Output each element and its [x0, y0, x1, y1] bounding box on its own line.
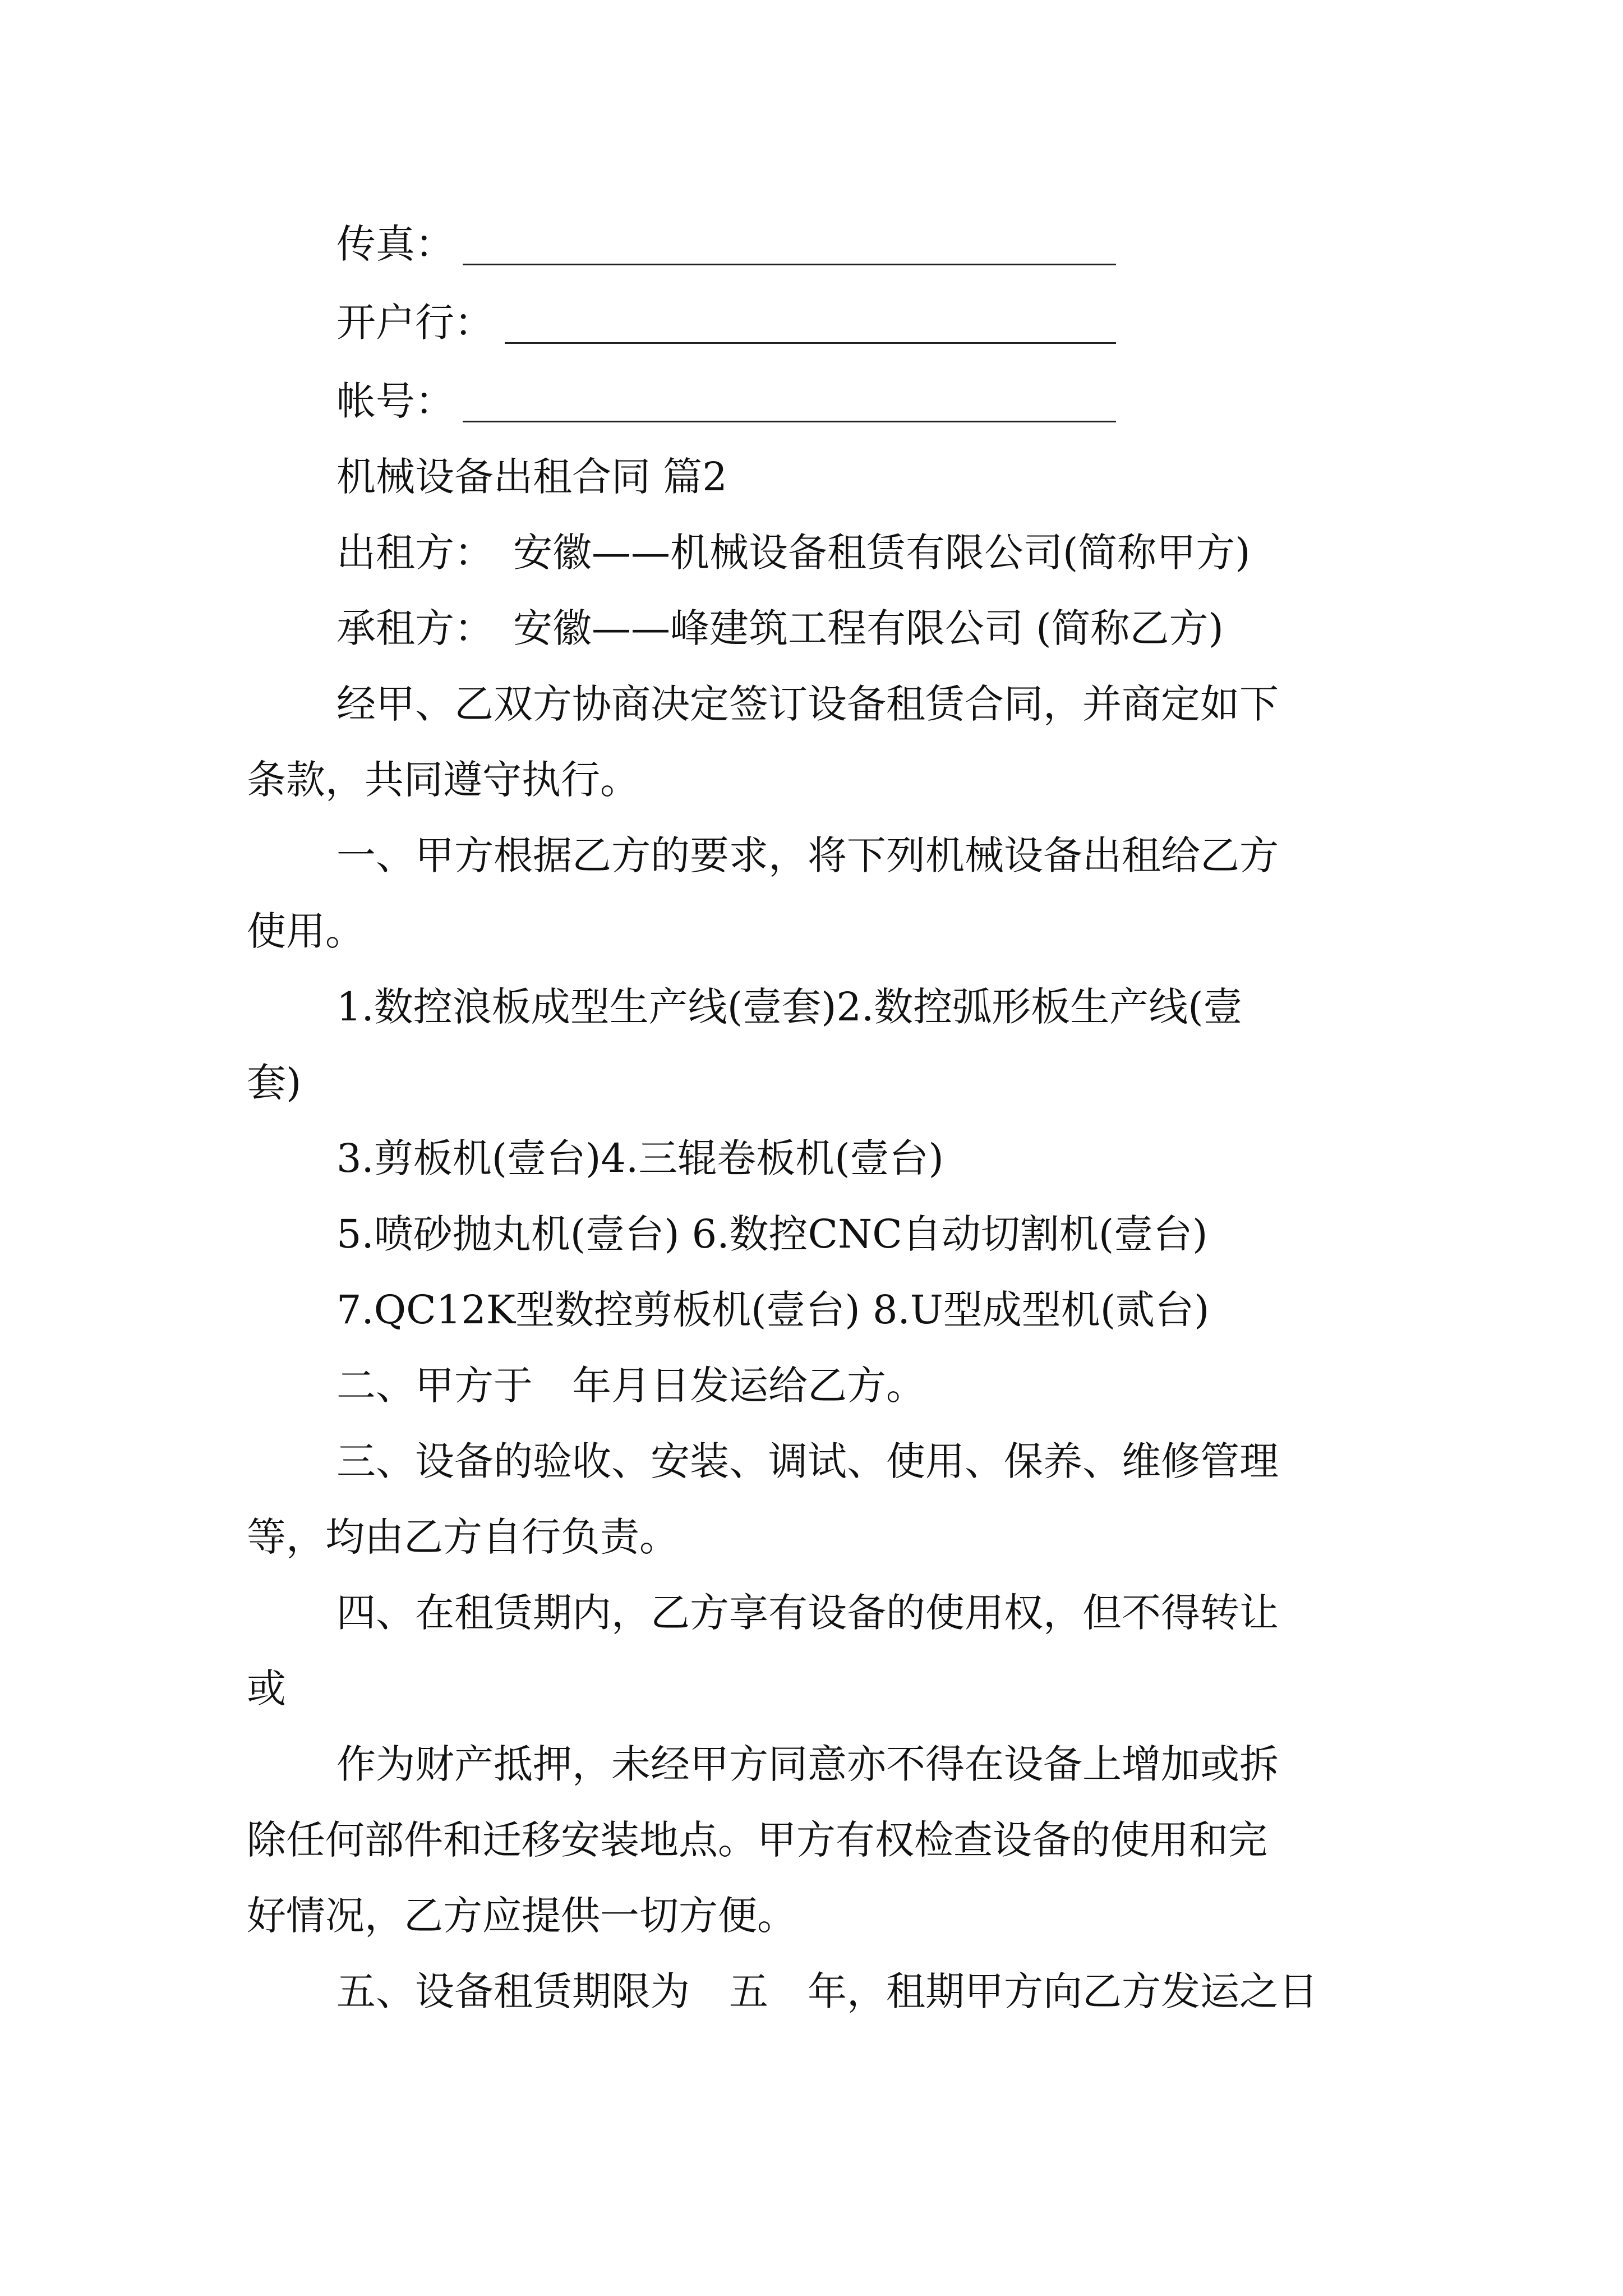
clause-5: 五、设备租赁期限为 五 年，租期甲方向乙方发运之日	[336, 1968, 1318, 2014]
bank-blank-line	[505, 342, 1116, 344]
fax-label: 传真：	[336, 221, 454, 267]
clause-3: 三、设备的验收、安装、调试、使用、保养、维修管理	[336, 1438, 1279, 1484]
equipment-line-4: 7.QC12K型数控剪板机(壹台) 8.U型成型机(贰台)	[336, 1287, 1210, 1333]
equipment-line-1-cont: 套)	[247, 1060, 302, 1106]
equipment-line-3: 5.喷砂抛丸机(壹台) 6.数控CNC自动切割机(壹台)	[336, 1211, 1208, 1257]
clause-4-part-2: 作为财产抵押，未经甲方同意亦不得在设备上增加或拆	[336, 1741, 1279, 1787]
clause-4-part-2-cont-2: 好情况，乙方应提供一切方便。	[247, 1893, 796, 1939]
clause-2: 二、甲方于 年月日发运给乙方。	[336, 1363, 925, 1409]
clause-4: 四、在租赁期内，乙方享有设备的使用权，但不得转让	[336, 1590, 1279, 1636]
equipment-line-1: 1.数控浪板成型生产线(壹套)2.数控弧形板生产线(壹	[336, 984, 1243, 1030]
paragraph-intro-cont: 条款，共同遵守执行。	[247, 757, 639, 803]
clause-4-part-2-cont-1: 除任何部件和迁移安装地点。甲方有权检查设备的使用和完	[247, 1817, 1267, 1863]
bank-field	[336, 295, 494, 351]
fax-field	[336, 216, 454, 272]
clause-3-cont: 等，均由乙方自行负责。	[247, 1514, 679, 1560]
account-label: 帐号：	[336, 378, 454, 424]
contract-heading: 机械设备出租合同 篇2	[336, 454, 727, 500]
account-blank-line	[463, 421, 1116, 422]
fax-blank-line	[463, 264, 1116, 265]
lessee-line: 承租方： 安徽——峰建筑工程有限公司 (简称乙方)	[336, 605, 1224, 651]
clause-4-cont: 或	[247, 1665, 286, 1711]
bank-label: 开户行：	[336, 300, 494, 346]
clause-1: 一、甲方根据乙方的要求，将下列机械设备出租给乙方	[336, 832, 1279, 878]
account-field	[336, 373, 454, 429]
lessor-line: 出租方： 安徽——机械设备租赁有限公司(简称甲方)	[336, 530, 1251, 576]
paragraph-intro: 经甲、乙双方协商决定签订设备租赁合同，并商定如下	[336, 681, 1279, 727]
clause-1-cont: 使用。	[247, 908, 365, 954]
equipment-line-2: 3.剪板机(壹台)4.三辊卷板机(壹台)	[336, 1135, 944, 1181]
